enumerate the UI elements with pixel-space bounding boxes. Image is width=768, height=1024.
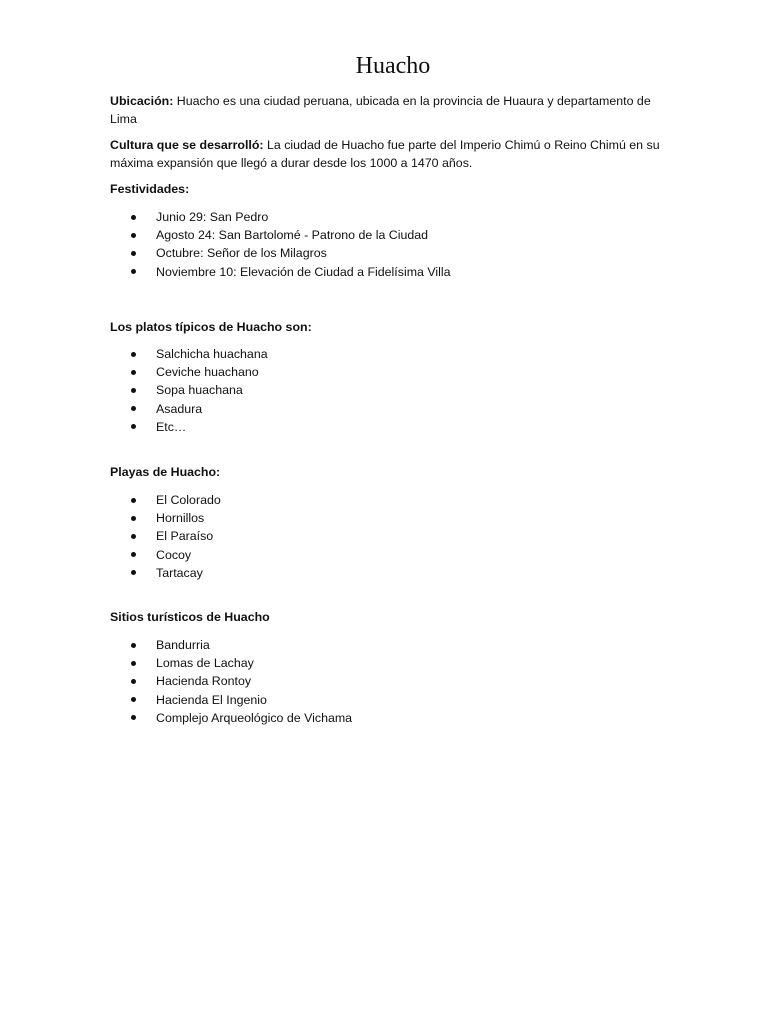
list-item xyxy=(110,381,268,399)
bullet-icon xyxy=(131,534,136,539)
list-item xyxy=(110,363,268,381)
bullet-icon xyxy=(131,406,136,411)
list-item xyxy=(110,691,352,709)
cultura-text: La ciudad de Huacho fue parte del Imperio Chimú o Reino Chimú en su máxima expansión que llegó a durar desde los 1000 a 1470 años. xyxy=(110,138,660,170)
platos-heading: Los platos típicos de Huacho son: xyxy=(110,320,312,334)
list-item-text: Etc… xyxy=(156,419,187,434)
bullet-icon xyxy=(131,233,136,238)
sitios-list xyxy=(110,636,352,727)
ubicacion-text: Huacho es una ciudad peruana, ubicada en la provincia de Huaura y departamento de Lima xyxy=(110,94,651,126)
bullet-icon xyxy=(131,643,136,648)
bullet-icon xyxy=(131,269,136,274)
list-item xyxy=(110,226,451,244)
list-item-text: Agosto 24: San Bartolomé - Patrono de la Ciudad xyxy=(156,228,429,243)
cultura-paragraph xyxy=(110,136,672,172)
bullet-icon xyxy=(131,215,136,220)
list-item-text: Sopa huachana xyxy=(156,383,243,398)
list-item xyxy=(110,709,352,727)
bullet-icon xyxy=(131,352,136,357)
playas-heading: Playas de Huacho: xyxy=(110,465,221,479)
festividades-list xyxy=(110,208,451,281)
list-item-text: Junio 29: San Pedro xyxy=(156,210,269,224)
list-item xyxy=(110,345,268,363)
ubicacion-label: Ubicación: xyxy=(110,94,174,108)
list-item xyxy=(110,546,221,564)
festividades-heading: Festividades: xyxy=(110,182,190,196)
list-item xyxy=(110,400,268,418)
platos-list xyxy=(110,345,268,436)
list-item-text: Noviembre 10: Elevación de Ciudad a Fidelísima Villa xyxy=(156,264,451,279)
list-item xyxy=(110,654,352,672)
bullet-icon xyxy=(131,715,136,720)
list-item-text: El Colorado xyxy=(156,493,221,507)
list-item-text: El Paraíso xyxy=(156,529,214,544)
bullet-icon xyxy=(131,498,136,503)
cultura-label: Cultura que se desarrolló: xyxy=(110,138,264,152)
playas-list xyxy=(110,491,221,582)
ubicacion-paragraph xyxy=(110,92,672,128)
list-item xyxy=(110,491,221,509)
list-item-text: Hacienda El Ingenio xyxy=(156,692,267,707)
bullet-icon xyxy=(131,661,136,666)
list-item-text: Tartacay xyxy=(156,565,203,580)
bullet-icon xyxy=(131,552,136,557)
list-item-text: Octubre: Señor de los Milagros xyxy=(156,246,327,261)
list-item-text: Bandurria xyxy=(156,638,210,652)
list-item xyxy=(110,527,221,545)
list-item xyxy=(110,208,451,226)
bullet-icon xyxy=(131,424,136,429)
list-item xyxy=(110,564,221,582)
bullet-icon xyxy=(131,516,136,521)
list-item xyxy=(110,509,221,527)
list-item-text: Complejo Arqueológico de Vichama xyxy=(156,710,353,725)
sitios-heading: Sitios turísticos de Huacho xyxy=(110,610,270,624)
list-item-text: Lomas de Lachay xyxy=(156,656,254,671)
bullet-icon xyxy=(131,388,136,393)
bullet-icon xyxy=(131,370,136,375)
bullet-icon xyxy=(131,570,136,575)
list-item-text: Asadura xyxy=(156,401,203,416)
list-item xyxy=(110,636,352,654)
bullet-icon xyxy=(131,251,136,256)
bullet-icon xyxy=(131,679,136,684)
list-item xyxy=(110,672,352,690)
list-item-text: Salchicha huachana xyxy=(156,347,268,361)
list-item-text: Hornillos xyxy=(156,511,205,526)
bullet-icon xyxy=(131,697,136,702)
document-title: Huacho xyxy=(355,53,431,79)
list-item-text: Hacienda Rontoy xyxy=(156,674,252,689)
list-item xyxy=(110,418,268,436)
list-item xyxy=(110,263,451,281)
list-item-text: Cocoy xyxy=(156,547,192,562)
list-item xyxy=(110,244,451,262)
list-item-text: Ceviche huachano xyxy=(156,365,259,380)
